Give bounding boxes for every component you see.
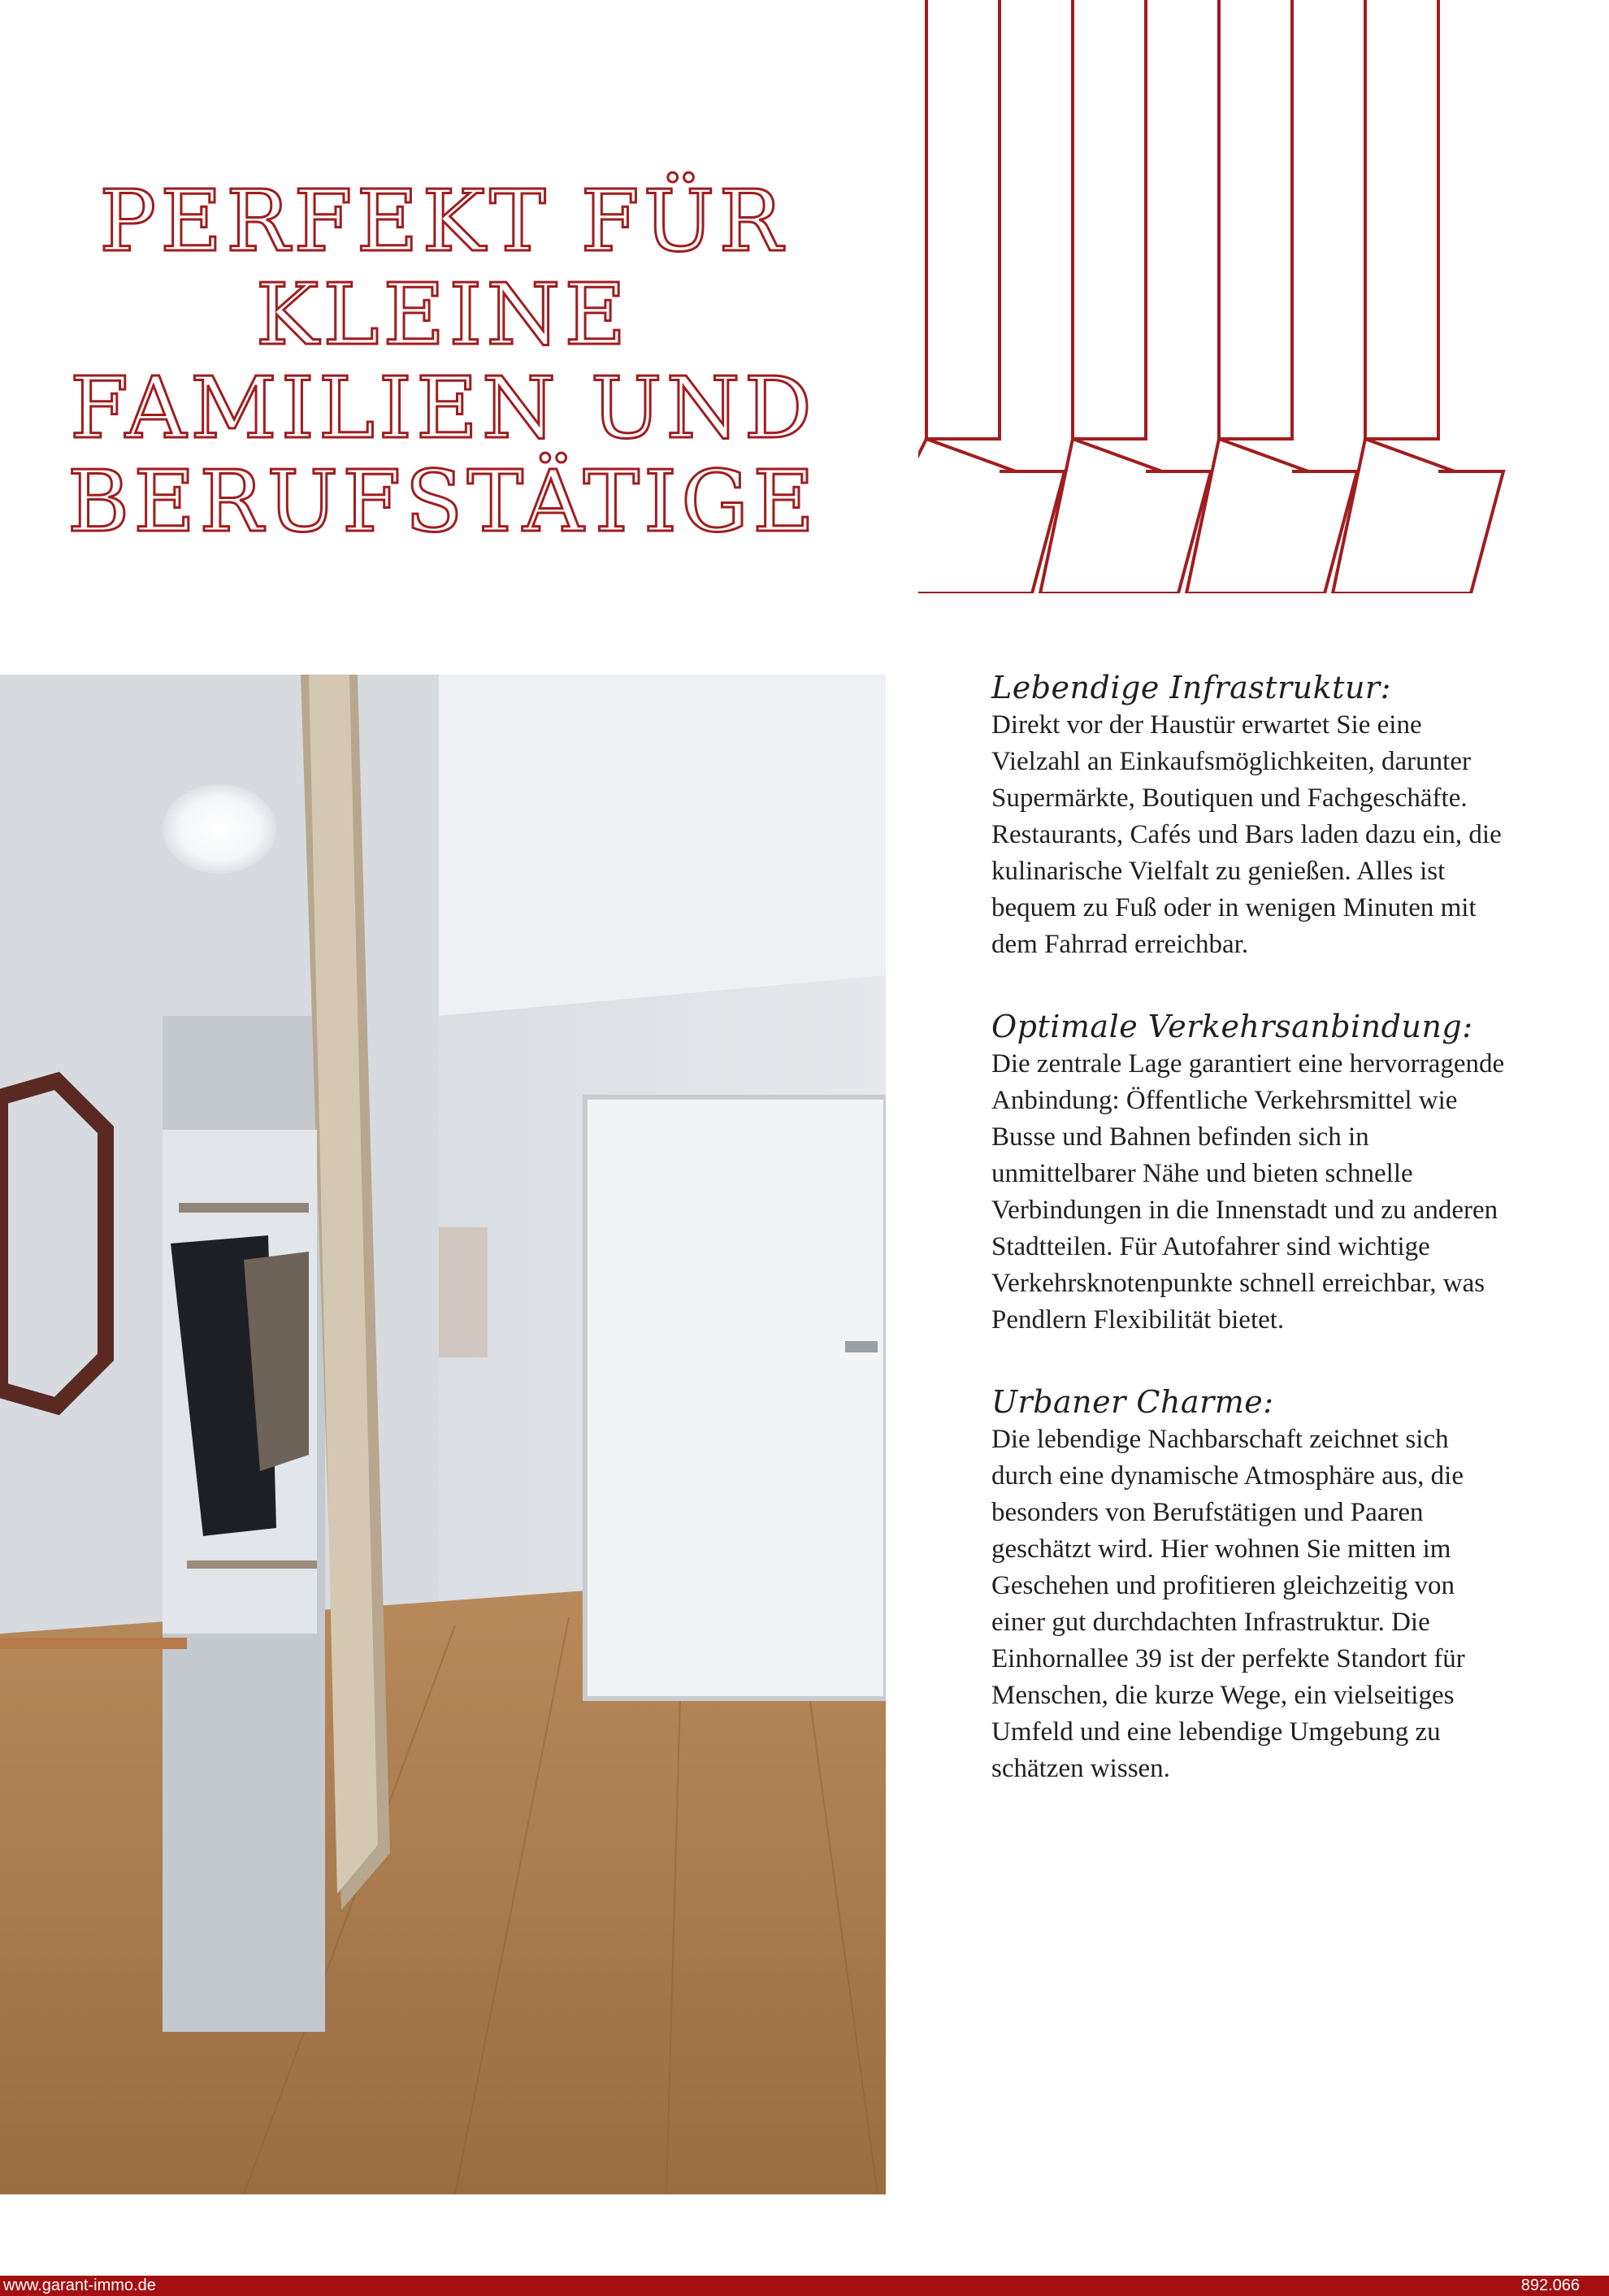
- section-heading: Urbaner Charme:: [991, 1384, 1274, 1420]
- stripe-4: [1333, 0, 1503, 593]
- section-urban-charm: [991, 1382, 1511, 1787]
- section-infrastructure: [991, 668, 1511, 963]
- section-heading: Optimale Verkehrsanbindung:: [991, 1009, 1473, 1044]
- decorative-stripes-graphic: [918, 0, 1520, 593]
- footer-website[interactable]: www.garant-immo.de: [3, 2276, 156, 2294]
- section-heading: Lebendige Infrastruktur:: [991, 670, 1391, 705]
- section-body: Die zentrale Lage garantiert eine hervorragende Anbindung: Öffentliche Verkehrsmittel wie Busse und Bahnen befinden sich in unmittelbarer Nähe und bieten schnelle Verbindungen in die Innenstadt und zu anderen Stadtteilen. Für Autofahrer sind wichtige Verkehrsknotenpunkte schnell erreichbar, was Pendlern Flexibilität bietet.: [991, 1049, 1505, 1335]
- hallway-photo: [0, 675, 886, 2194]
- section-body: Die lebendige Nachbarschaft zeichnet sich durch eine dynamische Atmosphäre aus, die besonders von Berufstätigen und Paaren geschätzt wird. Hier wohnen Sie mitten im Geschehen und profitieren gleichzeitig von einer gut durchdachten Infrastruktur. Die Einhornallee 39 ist der perfekte Standort für Menschen, die kurze Wege, ein vielseitiges Umfeld und eine lebendige Umgebung zu schätzen wissen.: [991, 1425, 1465, 1783]
- stripe-1: [918, 0, 1065, 593]
- section-body: Direkt vor der Haustür erwartet Sie eine Vielzahl an Einkaufsmöglichkeiten, darunter Supermärkte, Boutiquen und Fachgeschäfte. Restaurants, Cafés und Bars laden dazu ein, die kulinarische Vielfalt zu genießen. Alles ist bequem zu Fuß oder in wenigen Minuten mit dem Fahrrad erreichbar.: [991, 710, 1502, 959]
- footer-bar: [0, 2276, 1609, 2296]
- stripe-3: [1186, 0, 1357, 593]
- section-transport: [991, 1007, 1511, 1339]
- footer-reference-number: 892.066: [1520, 2276, 1580, 2294]
- content-column: [991, 668, 1511, 1831]
- page-title: PERFEKT FÜR KLEINE FAMILIEN UND BERUFSTÄTIGE: [67, 171, 819, 551]
- stripe-2: [1040, 0, 1211, 593]
